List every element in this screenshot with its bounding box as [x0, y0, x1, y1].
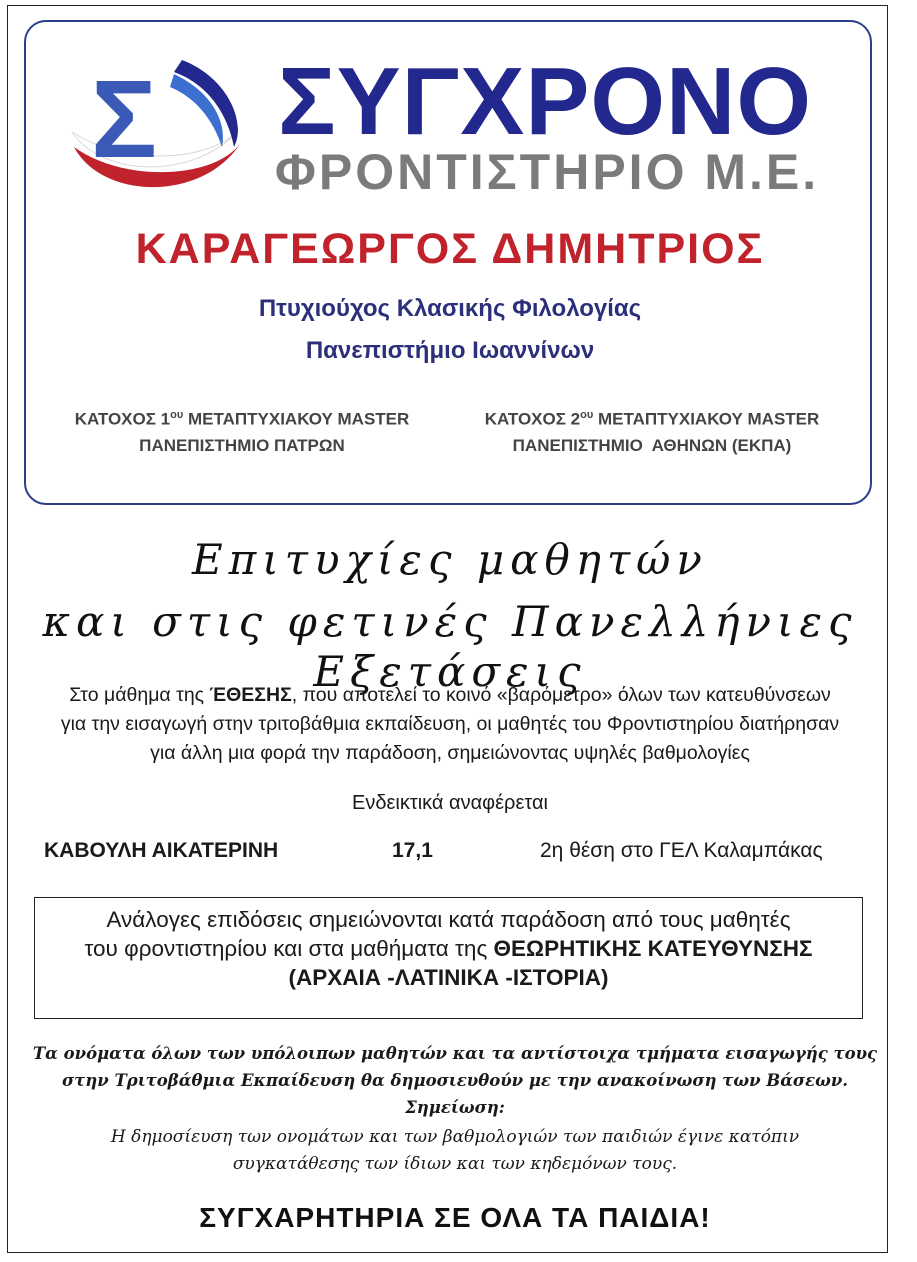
result-score: 17,1 [392, 839, 433, 862]
names-note-line-1: Τα ονόματα όλων των υπόλοιπων μαθητών και τα αντίστοιχα τμήματα εισαγωγής τους [32, 1044, 878, 1063]
master-2-university: ΠΑΝΕΠΙΣΤΗΜΙΟ ΑΘΗΝΩΝ (ΕΚΠΑ) [512, 435, 792, 455]
degree-line-2: Πανεπιστήμιο Ιωαννίνων [305, 337, 595, 364]
intro-part-1: Στο μάθημα της [69, 684, 210, 706]
notice-line-2-part-1: του φροντιστηρίου και στα μαθήματα της [84, 936, 494, 961]
degree-line-1: Πτυχιούχος Κλασικής Φιλολογίας [258, 295, 642, 322]
names-note-line-2: στην Τριτοβάθμια Εκπαίδευση θα δημοσιευθούν με την ανακοίνωση των Βάσεων. [61, 1071, 849, 1090]
intro-paragraph [30, 681, 870, 768]
remark-heading: Σημείωση: [405, 1098, 505, 1117]
intro-line-3: για άλλη μια φορά την παράδοση, σημειώνοντας υψηλές βαθμολογίες [150, 742, 750, 764]
intro-line-2: για την εισαγωγή στην τριτοβάθμια εκπαίδευση, οι μαθητές του Φροντιστηρίου διατήρησαν [60, 713, 840, 735]
intro-line-1 [30, 681, 870, 710]
master-1-sup: ου [170, 409, 184, 421]
logo-letter: Σ [90, 58, 158, 181]
master-1-university: ΠΑΝΕΠΙΣΤΗΜΙΟ ΠΑΤΡΩΝ [139, 435, 345, 455]
notice-line-2 [35, 934, 862, 963]
result-position: 2η θέση στο ΓΕΛ Καλαμπάκας [540, 839, 823, 862]
master-2-sup: ου [580, 409, 594, 421]
intro-part-2: , που αποτελεί το κοινό «βαρόμετρο» όλων των κατευθύνσεων [291, 684, 831, 706]
notice-line-2-bold: ΘΕΩΡΗΤΙΚΗΣ ΚΑΤΕΥΘΥΝΣΗΣ [493, 936, 813, 961]
remark [20, 1124, 890, 1178]
sigma-logo-icon [62, 52, 247, 202]
notice-line-3: (ΑΡΧΑΙΑ -ΛΑΤΙΝΙΚΑ -ΙΣΤΟΡΙΑ) [288, 965, 609, 990]
brand-title: ΣΥΓΧΡΟΝΟ [277, 48, 813, 155]
master-2-title [462, 402, 842, 433]
remark-line-1: Η δημοσίευση των ονομάτων και των βαθμολογιών των παιδιών έγινε κατόπιν [110, 1127, 800, 1147]
indicative-label: Ενδεικτικά αναφέρεται [352, 792, 548, 814]
master-1 [52, 402, 432, 459]
teacher-name: ΚΑΡΑΓΕΩΡΓΟΣ ΔΗΜΗΤΡΙΟΣ [135, 225, 765, 273]
master-2-prefix: ΚΑΤΟΧΟΣ 2 [484, 409, 581, 429]
notice-line-1: Ανάλογες επιδόσεις σημειώνονται κατά παράδοση από τους μαθητές [106, 907, 791, 932]
master-2 [462, 402, 842, 459]
intro-subject: ΈΘΕΣΗΣ [209, 684, 292, 706]
master-1-prefix: ΚΑΤΟΧΟΣ 1 [74, 409, 171, 429]
congrats-heading: ΣΥΓΧΑΡΗΤΗΡΙΑ ΣΕ ΟΛΑ ΤΑ ΠΑΙΔΙΑ! [199, 1202, 711, 1233]
master-2-suffix: ΜΕΤΑΠΤΥΧΙΑΚΟΥ MASTER [593, 409, 820, 429]
remark-line-2: συγκατάθεσης των ίδιων και των κηδεμόνων τους. [232, 1154, 678, 1174]
headline-line-1: Επιτυχίες μαθητών [192, 535, 708, 584]
master-1-title [52, 402, 432, 433]
notice-box [34, 897, 863, 1019]
result-row [0, 839, 917, 869]
master-1-suffix: ΜΕΤΑΠΤΥΧΙΑΚΟΥ MASTER [183, 409, 410, 429]
names-note [20, 1040, 890, 1121]
headline-line-2: και στις φετινές Πανελλήνιες Εξετάσεις [42, 597, 858, 696]
result-name: ΚΑΒΟΥΛΗ ΑΙΚΑΤΕΡΙΝΗ [44, 839, 279, 862]
brand-subtitle: ΦΡΟΝΤΙΣΤΗΡΙΟ Μ.Ε. [274, 144, 820, 200]
